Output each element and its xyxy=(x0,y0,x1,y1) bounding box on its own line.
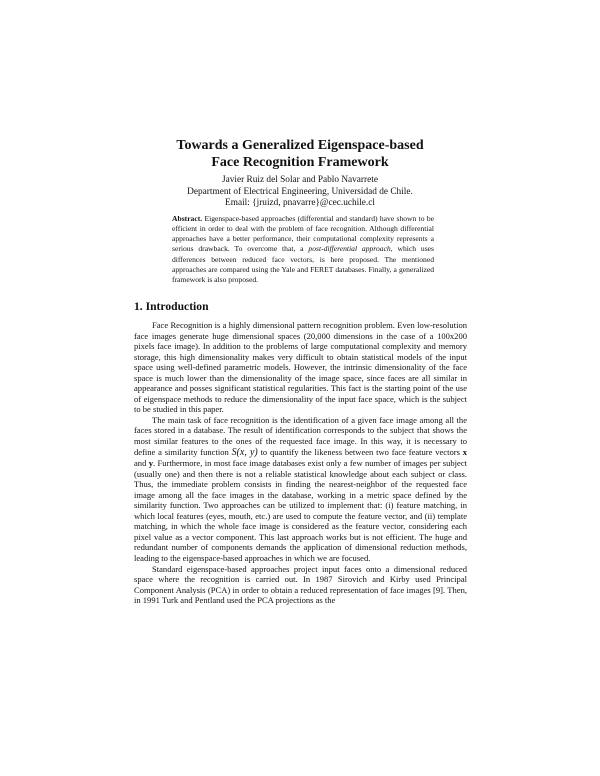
abstract-label: Abstract. xyxy=(172,214,203,223)
author-names: Javier Ruiz del Solar and Pablo Navarrete xyxy=(222,175,378,185)
paragraph-3: Standard eigenspace-based approaches project input faces onto a dimensional reduced space where the recognition is carried out. In 1987 Sirovich and Kirby used Principal Component Analysis (PCA) in order to obtain a reduced representation of face images [9]. Then, in 1991 Turk and Pentland used the PCA projections as the xyxy=(134,563,467,606)
paragraph-2 xyxy=(134,415,467,564)
section-heading-introduction: 1. Introduction xyxy=(134,300,209,313)
title-line-2: Face Recognition Framework xyxy=(211,155,389,170)
vector-x: x xyxy=(462,446,467,457)
author-affiliation: Department of Electrical Engineering, Universidad de Chile. xyxy=(187,186,413,197)
abstract-text-1: Eigenspace-based approaches (differential and standard) have shown to be efficient in order to deal with the problem of face recognition. Although differential approaches have a better performance, their computational complexity represents a serious drawback. To overcome that, a xyxy=(172,214,434,254)
abstract-italic-term: post-differential approach, xyxy=(308,244,393,254)
similarity-function-math: S(x, y) xyxy=(231,446,258,458)
paragraph-1: Face Recognition is a highly dimensional pattern recognition problem. Even low-resolution face images generate huge dimensional spaces (20,000 dimensions in the case of a 100x200 pixels face image). In addition to the problems of large computational complexity and memory storage, this high dimensionality makes very difficult to obtain statistical models of the input space using well-defined parametric models. However, the intrinsic dimensionality of the face space is much lower than the dimensionality of the image space, since faces are all similar in appearance and posses significant statistical regularities. This fact is the starting point of the use of eigenspace methods to reduce the dimensionality of the input face space, which is the subject to be studied in this paper. xyxy=(134,320,467,415)
paragraph-2-text-b: to quantify the likeness between two face feature vectors xyxy=(260,446,460,457)
paragraph-2-text-c: . Furthermore, in most face image databases exist only a few number of images per subject (usually one) and then there is not a reliable statistical knowledge about each subject or class. Thus, the immediate problem consists in finding the nearest-neighbor of the requested face image among all the face images in the database, working in a metric space defined by the similarity function. Two approaches can be utilized to implement that: (i) feature matching, in which local features (eyes, mouth, etc.) are used to compute the feature vector, and (ii) template matching, in which the whole face image is considered as the feature vector, considering each pixel value as a vector component. This last approach works but is not efficient. The huge and redundant number of components demands the application of dimensional reduction methods, leading to the eigenspace-based approaches in which we are focused. xyxy=(134,458,467,564)
author-block xyxy=(0,175,600,210)
vector-y: y xyxy=(148,458,153,469)
paper-title xyxy=(0,137,600,171)
paragraph-2-and: and xyxy=(134,458,147,469)
abstract-text-2: which uses differences between reduced face vectors, is here proposed. The mentioned approaches are compared using the Yale and FERET databases. Finally, a generalized framework is also proposed. xyxy=(172,244,434,284)
author-email: Email: {jruizd, pnavarre}@cec.uchile.cl xyxy=(225,198,375,209)
abstract xyxy=(172,214,434,285)
title-line-1: Towards a Generalized Eigenspace-based xyxy=(176,138,424,153)
section-body-introduction xyxy=(134,320,467,606)
paragraph-2-text-a: The main task of face recognition is the identification of a given face image among all the faces stored in a database. The result of identification corresponds to the subject that shows the most similar features to the ones of the requested face image. In this way, it is necessary to define a similarity function xyxy=(134,414,467,457)
